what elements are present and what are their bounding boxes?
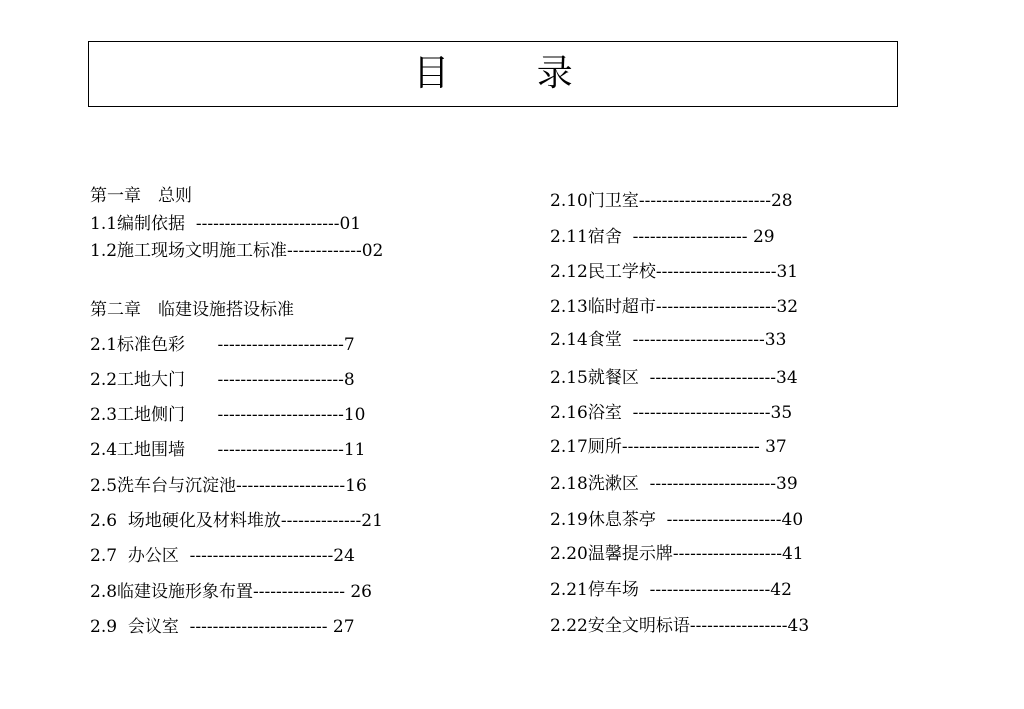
- toc-entry: 2.5洗车台与沉淀池-------------------16: [90, 476, 367, 496]
- toc-entry: 2.16浴室 ------------------------35: [550, 403, 793, 423]
- toc-entry: 2.8临建设施形象布置---------------- 26: [90, 582, 372, 602]
- toc-entry: 2.17厕所------------------------ 37: [550, 437, 787, 457]
- toc-entry: 2.14食堂 -----------------------33: [550, 330, 787, 350]
- toc-entry: 2.10门卫室-----------------------28: [550, 191, 793, 211]
- toc-entry: 2.3工地侧门 ----------------------10: [90, 405, 366, 425]
- toc-entry: 2.7 办公区 -------------------------24: [90, 546, 355, 566]
- toc-entry: 2.22安全文明标语-----------------43: [550, 616, 810, 636]
- toc-entry: 1.1编制依据 -------------------------01: [90, 214, 362, 234]
- page-title: 目 录: [413, 53, 611, 94]
- toc-entry: 2.4工地围墙 ----------------------11: [90, 440, 366, 460]
- toc-entry: 1.2施工现场文明施工标准-------------02: [90, 241, 384, 261]
- toc-entry: 2.19休息茶亭 --------------------40: [550, 510, 804, 530]
- toc-entry: 2.9 会议室 ------------------------ 27: [90, 617, 355, 637]
- toc-entry: 2.18洗漱区 ----------------------39: [550, 474, 798, 494]
- toc-entry: 2.15就餐区 ----------------------34: [550, 368, 798, 388]
- toc-entry: 2.6 场地硬化及材料堆放--------------21: [90, 511, 383, 531]
- title-box: [88, 41, 898, 107]
- toc-entry: 2.21停车场 ---------------------42: [550, 580, 792, 600]
- toc-entry: 2.20温馨提示牌-------------------41: [550, 544, 804, 564]
- chapter-heading: 第二章 临建设施搭设标准: [90, 300, 294, 320]
- toc-entry: 2.12民工学校---------------------31: [550, 262, 799, 282]
- toc-entry: 2.13临时超市---------------------32: [550, 297, 799, 317]
- toc-entry: 2.11宿舍 -------------------- 29: [550, 227, 775, 247]
- toc-entry: 2.1标准色彩 ----------------------7: [90, 335, 355, 355]
- toc-entry: 2.2工地大门 ----------------------8: [90, 370, 355, 390]
- chapter-heading: 第一章 总则: [90, 186, 192, 206]
